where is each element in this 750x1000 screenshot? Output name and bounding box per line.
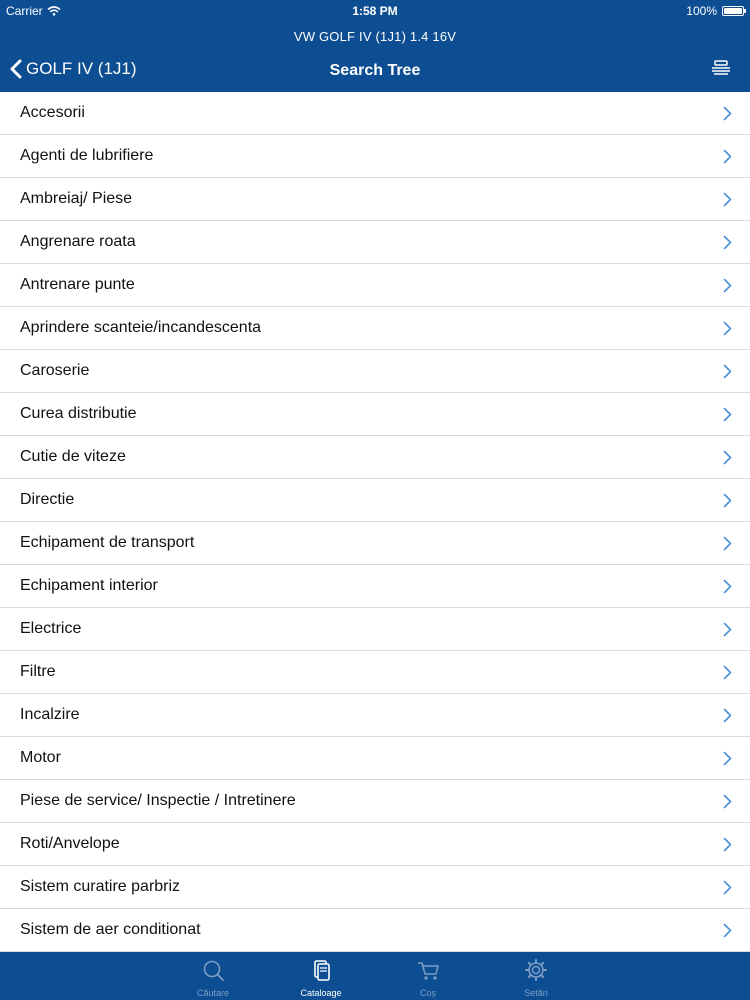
list-item-label: Piese de service/ Inspectie / Intretinere bbox=[20, 792, 296, 809]
list-item-label: Incalzire bbox=[20, 706, 80, 723]
list-item-label: Roti/Anvelope bbox=[20, 835, 120, 852]
list-item-label: Cutie de viteze bbox=[20, 448, 126, 465]
tree-menu-button[interactable] bbox=[710, 60, 732, 83]
list-item[interactable] bbox=[0, 823, 750, 866]
list-item[interactable] bbox=[0, 436, 750, 479]
chevron-right-icon bbox=[723, 321, 732, 336]
tab-search[interactable] bbox=[173, 952, 253, 1000]
chevron-right-icon bbox=[723, 622, 732, 637]
list-item-label: Filtre bbox=[20, 663, 56, 680]
chevron-right-icon bbox=[723, 407, 732, 422]
list-item[interactable] bbox=[0, 135, 750, 178]
list-item[interactable] bbox=[0, 651, 750, 694]
chevron-right-icon bbox=[723, 751, 732, 766]
cart-icon bbox=[416, 958, 440, 982]
list-item[interactable] bbox=[0, 393, 750, 436]
chevron-right-icon bbox=[723, 450, 732, 465]
list-item[interactable] bbox=[0, 909, 750, 952]
battery-icon bbox=[722, 6, 744, 16]
list-item[interactable] bbox=[0, 694, 750, 737]
list-item[interactable] bbox=[0, 92, 750, 135]
list-item-label: Sistem de aer conditionat bbox=[20, 921, 201, 938]
list-item[interactable] bbox=[0, 264, 750, 307]
chevron-right-icon bbox=[723, 794, 732, 809]
gear-icon bbox=[524, 958, 548, 982]
tab-bar bbox=[0, 952, 750, 1000]
battery-fill bbox=[724, 8, 742, 14]
list-item-label: Sistem curatire parbriz bbox=[20, 878, 181, 895]
list-item-label: Aprindere scanteie/incandescenta bbox=[20, 319, 262, 336]
status-right bbox=[686, 4, 744, 18]
search-icon bbox=[201, 958, 225, 982]
chevron-right-icon bbox=[723, 493, 732, 508]
category-list bbox=[0, 92, 750, 952]
list-item[interactable] bbox=[0, 178, 750, 221]
chevron-right-icon bbox=[723, 665, 732, 680]
tab-label: Coș bbox=[419, 988, 436, 998]
chevron-right-icon bbox=[723, 837, 732, 852]
chevron-right-icon bbox=[723, 106, 732, 121]
vehicle-subtitle: VW GOLF IV (1J1) 1.4 16V bbox=[293, 29, 457, 44]
list-item-label: Echipament interior bbox=[20, 577, 158, 594]
list-item-label: Agenti de lubrifiere bbox=[20, 147, 154, 164]
list-item[interactable] bbox=[0, 608, 750, 651]
tab-gear[interactable] bbox=[496, 952, 576, 1000]
chevron-right-icon bbox=[723, 923, 732, 938]
status-bar bbox=[0, 0, 750, 22]
list-item-label: Motor bbox=[20, 749, 61, 766]
tab-label: Cataloage bbox=[300, 988, 342, 998]
tab-catalog[interactable] bbox=[281, 952, 361, 1000]
list-item[interactable] bbox=[0, 780, 750, 823]
chevron-right-icon bbox=[723, 579, 732, 594]
carrier-label: Carrier bbox=[6, 4, 43, 18]
chevron-right-icon bbox=[723, 364, 732, 379]
chevron-right-icon bbox=[723, 278, 732, 293]
list-item-label: Directie bbox=[20, 491, 75, 508]
status-time: 1:58 PM bbox=[352, 4, 398, 18]
list-item[interactable] bbox=[0, 307, 750, 350]
list-item-label: Ambreiaj/ Piese bbox=[20, 190, 133, 207]
list-item[interactable] bbox=[0, 479, 750, 522]
list-item-label: Accesorii bbox=[20, 104, 85, 121]
list-item-label: Curea distributie bbox=[20, 405, 137, 422]
chevron-right-icon bbox=[723, 536, 732, 551]
list-item[interactable] bbox=[0, 737, 750, 780]
list-item-label: Antrenare punte bbox=[20, 276, 135, 293]
tab-label: Căutare bbox=[196, 988, 230, 998]
chevron-right-icon bbox=[723, 149, 732, 164]
list-item-label: Electrice bbox=[20, 620, 82, 637]
list-item-label: Angrenare roata bbox=[20, 233, 136, 250]
chevron-right-icon bbox=[723, 235, 732, 250]
list-item[interactable] bbox=[0, 350, 750, 393]
back-label: GOLF IV (1J1) bbox=[26, 59, 137, 78]
tab-cart[interactable] bbox=[388, 952, 468, 1000]
list-item[interactable] bbox=[0, 866, 750, 909]
tree-stack-icon bbox=[710, 60, 732, 78]
list-item[interactable] bbox=[0, 221, 750, 264]
battery-percent: 100% bbox=[686, 4, 717, 18]
chevron-right-icon bbox=[723, 880, 732, 895]
catalog-icon bbox=[309, 958, 333, 982]
list-item-label: Echipament de transport bbox=[20, 534, 195, 551]
list-item[interactable] bbox=[0, 522, 750, 565]
nav-bar bbox=[0, 50, 750, 92]
chevron-right-icon bbox=[723, 708, 732, 723]
page-title: Search Tree bbox=[329, 62, 421, 79]
chevron-right-icon bbox=[723, 192, 732, 207]
list-item[interactable] bbox=[0, 565, 750, 608]
tab-label: Setări bbox=[524, 988, 548, 998]
list-item-label: Caroserie bbox=[20, 362, 90, 379]
app-header bbox=[0, 0, 750, 92]
